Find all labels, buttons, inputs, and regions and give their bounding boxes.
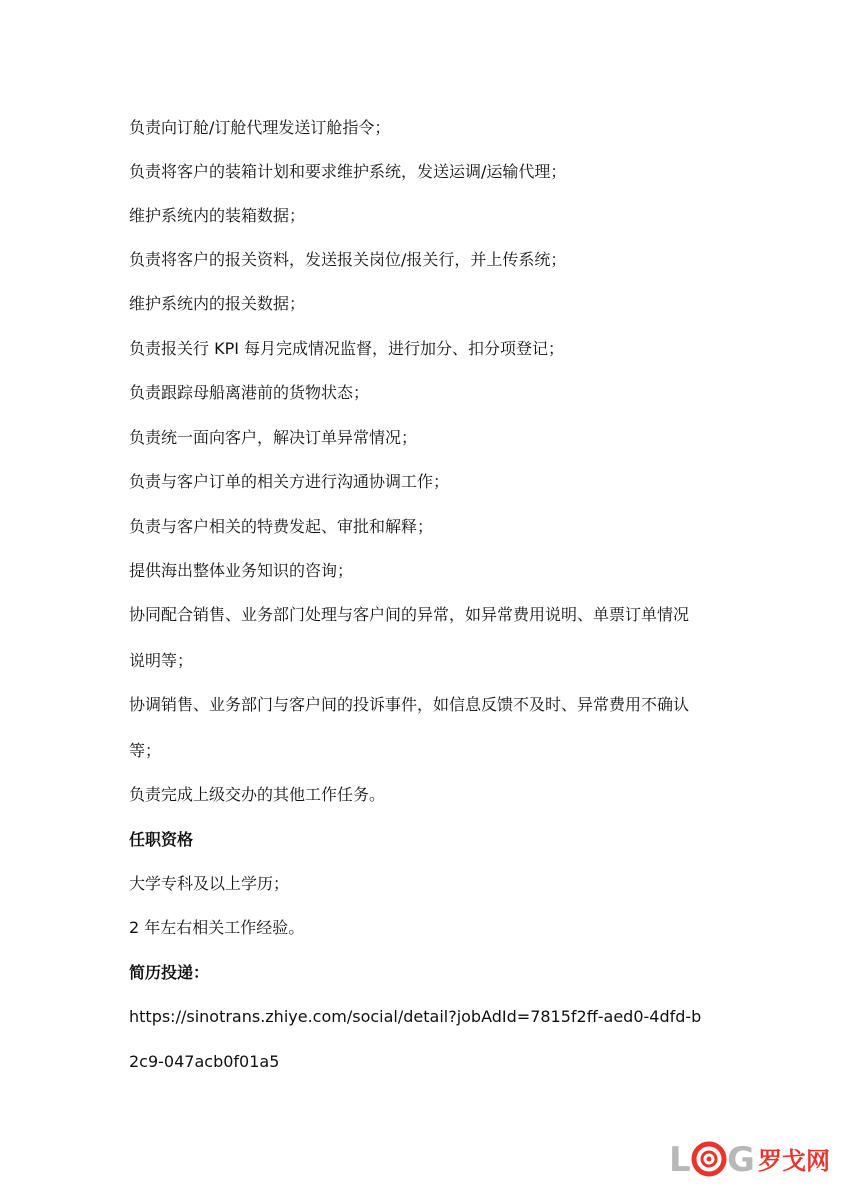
qualifications-heading: 任职资格 — [129, 830, 194, 849]
site-logo — [667, 1138, 837, 1178]
qualification-line: 大学专科及以上学历； — [129, 874, 290, 893]
duty-line: 等； — [129, 741, 162, 760]
logo-target-icon — [694, 1144, 724, 1174]
duty-line: 负责将客户的装箱计划和要求维护系统，发送运调/运输代理； — [129, 162, 567, 181]
duty-line: 负责与客户相关的特费发起、审批和解释； — [129, 517, 434, 536]
duty-line: 负责跟踪母船离港前的货物状态； — [129, 383, 370, 402]
logo-chinese: 罗戈网 — [758, 1147, 830, 1175]
duty-line: 提供海出整体业务知识的咨询； — [129, 561, 354, 580]
duty-line: 维护系统内的装箱数据； — [129, 206, 306, 225]
duty-line: 负责与客户订单的相关方进行沟通协调工作； — [129, 472, 450, 491]
duty-line: 负责完成上级交办的其他工作任务。 — [129, 785, 386, 804]
resume-url[interactable]: https://sinotrans.zhiye.com/social/detail?jobAdId=7815f2ff-aed0-4dfd-b — [129, 1007, 702, 1026]
resume-url-continuation[interactable]: 2c9-047acb0f01a5 — [129, 1052, 280, 1071]
duty-line: 负责报关行 KPI 每月完成情况监督，进行加分、扣分项登记； — [129, 339, 565, 358]
duty-line: 负责将客户的报关资料，发送报关岗位/报关行，并上传系统； — [129, 250, 567, 269]
duty-line: 协调销售、业务部门与客户间的投诉事件，如信息反馈不及时、异常费用不确认 — [129, 695, 690, 714]
duty-line: 说明等； — [129, 651, 194, 670]
duty-line: 协同配合销售、业务部门处理与客户间的异常，如异常费用说明、单票订单情况 — [129, 605, 690, 624]
resume-heading: 简历投递： — [129, 963, 210, 982]
qualification-line: 2 年左右相关工作经验。 — [129, 918, 305, 937]
logo-letter-g: G — [727, 1140, 755, 1178]
duty-line: 维护系统内的报关数据； — [129, 294, 306, 313]
duty-line: 负责向订舱/订舱代理发送订舱指令； — [129, 118, 391, 137]
duty-line: 负责统一面向客户，解决订单异常情况； — [129, 428, 418, 447]
logo-letter-l: L — [669, 1140, 691, 1178]
